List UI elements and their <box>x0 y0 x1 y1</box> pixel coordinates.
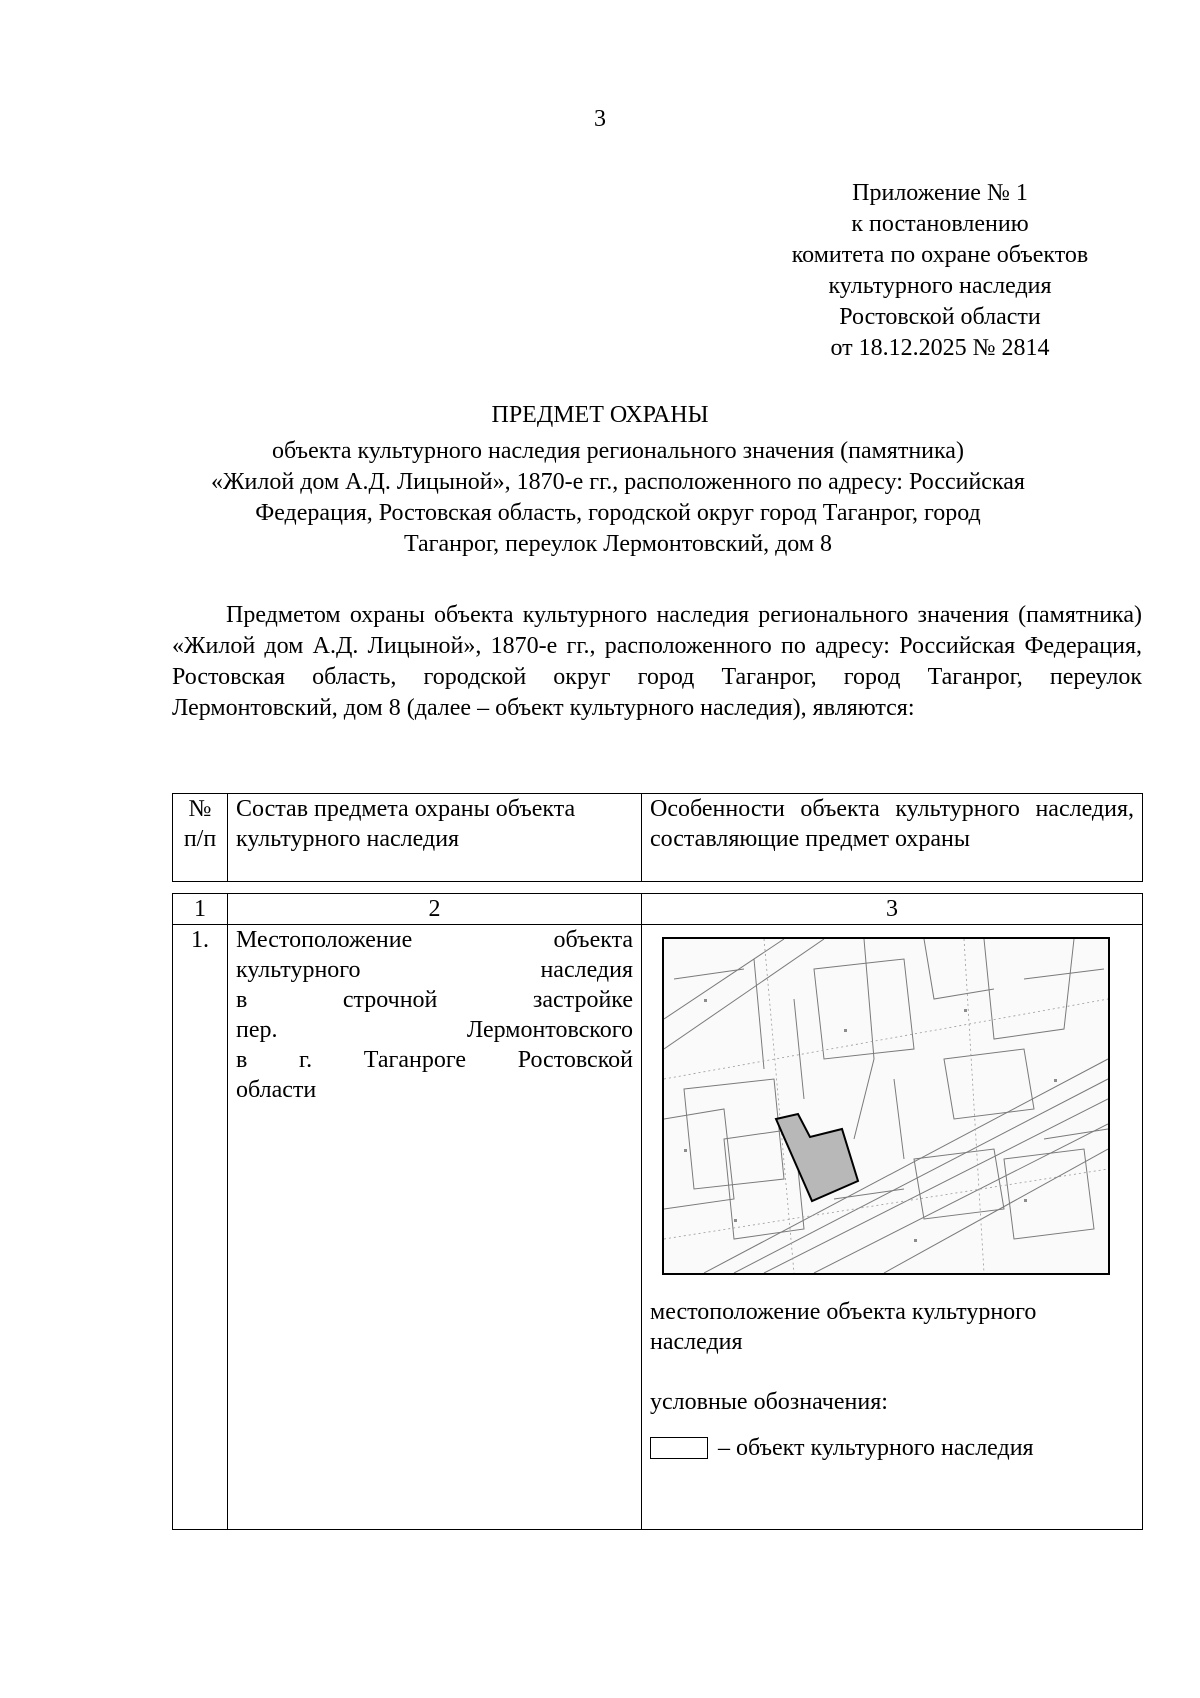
table-row <box>173 925 1143 1530</box>
intro-paragraph: Предметом охраны объекта культурного наследия регионального значения (памятника) «Жилой дом А.Д. Лицыной», 1870-е гг., расположенного по адресу: Российская Федерация, Ростовская область, городской округ город Таганрог, город Таганрог, переулок Лермонтовский, дом 8 (далее – объект культурного наследия), являются: <box>172 602 1142 721</box>
map-image <box>664 939 1108 1273</box>
subtitle-line: Таганрог, переулок Лермонтовский, дом 8 <box>403 531 833 557</box>
column-number: 2 <box>228 894 642 925</box>
legend <box>650 1433 1134 1463</box>
legend-title: условные обозначения: <box>650 1389 888 1415</box>
heritage-object-outline <box>776 1114 858 1201</box>
column-number: 1 <box>173 894 228 925</box>
appendix-line: Приложение № 1 <box>852 180 1028 206</box>
subtitle-line: объекта культурного наследия регионального значения (памятника) <box>272 438 964 464</box>
appendix-line: культурного наследия <box>828 273 1052 299</box>
header-features: Особенности объекта культурного наследия, составляющие предмет охраны <box>642 794 1143 882</box>
composition-line: в строчной застройке <box>236 987 633 1013</box>
legend-label: – объект культурного наследия <box>718 1435 1034 1461</box>
row-composition <box>228 925 642 1530</box>
row-number: 1. <box>173 925 228 1530</box>
document-subtitle <box>168 436 1068 560</box>
header-composition: Состав предмета охраны объекта культурного наследия <box>228 794 642 882</box>
appendix-line: от 18.12.2025 № 2814 <box>830 335 1050 361</box>
page-number: 3 <box>594 106 606 132</box>
appendix-line: Ростовской области <box>839 304 1041 330</box>
composition-line: в г. Таганроге Ростовской <box>236 1047 633 1073</box>
column-number: 3 <box>642 894 1143 925</box>
header-table <box>172 793 1143 882</box>
composition-line: культурного наследия <box>236 957 633 983</box>
map-caption: местоположение объекта культурного наследия <box>650 1299 1037 1355</box>
subtitle-line: Федерация, Ростовская область, городской округ город Таганрог, город <box>255 500 981 526</box>
legend-symbol-icon <box>650 1437 708 1459</box>
composition-line: Местоположение объекта <box>236 927 633 953</box>
appendix-line: комитета по охране объектов <box>791 242 1089 268</box>
column-number-row <box>173 894 1143 925</box>
document-title: ПРЕДМЕТ ОХРАНЫ <box>491 402 709 428</box>
location-map <box>662 937 1110 1275</box>
composition-line: пер. Лермонтовского <box>236 1017 633 1043</box>
composition-line: области <box>236 1077 317 1103</box>
appendix-line: к постановлению <box>851 211 1029 237</box>
header-row <box>173 794 1143 882</box>
appendix-block <box>740 178 1140 364</box>
content-table <box>172 893 1143 1530</box>
header-num: № п/п <box>173 794 228 882</box>
row-features <box>642 925 1143 1530</box>
subtitle-line: «Жилой дом А.Д. Лицыной», 1870-е гг., расположенного по адресу: Российская <box>211 469 1025 495</box>
